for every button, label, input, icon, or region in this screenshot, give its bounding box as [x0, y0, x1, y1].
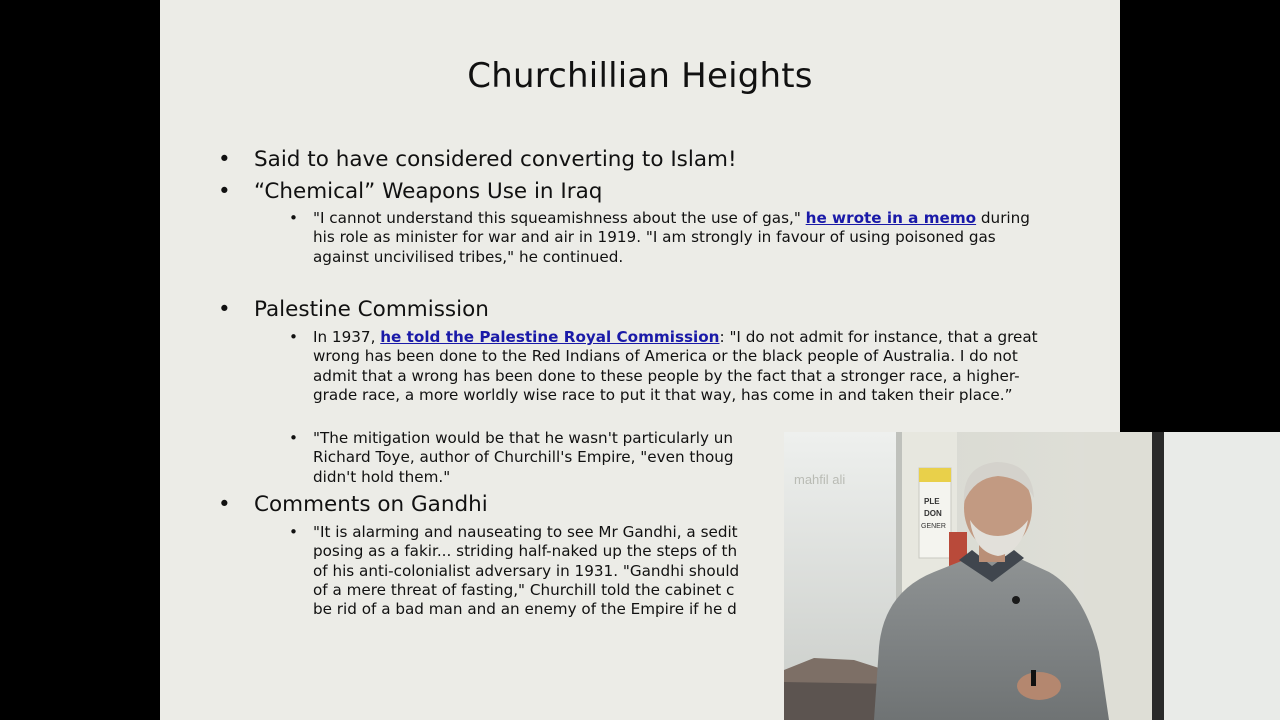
clicker	[1031, 670, 1036, 686]
poster-text: GENER	[921, 523, 946, 530]
sub-bullet-dot: •	[289, 429, 298, 447]
bullet-text: Comments on Gandhi	[254, 492, 488, 517]
speaker-video-overlay	[784, 432, 1280, 720]
palestine-commission-link[interactable]: he told the Palestine Royal Commission	[380, 328, 720, 346]
bullet-dot: •	[218, 179, 231, 204]
sub-bullet-text: during his role as minister for war and air in 1919. "I am strongly in favour of using poisoned gas against uncivilised tribes," he continued.	[313, 209, 1030, 266]
sub-bullet-text: In 1937,	[313, 328, 381, 346]
sub-bullet-text: "I cannot understand this squeamishness about the use of gas,"	[313, 209, 806, 227]
sub-bullet-palestine-quote	[289, 328, 1043, 405]
window-right	[1164, 432, 1280, 720]
speaker-video-frame	[784, 432, 1280, 720]
poster-text: PLE	[924, 497, 940, 506]
bullet-dot: •	[218, 492, 231, 517]
sub-bullet-text: "It is alarming and nauseating to see Mr Gandhi, a sedit posing as a fakir... striding half-naked up the steps of th of his anti-colonialist adversary in 1931. "Gandhi should of a mere threat of fasting," Churchill told the cabinet c be rid of a bad man and an enemy of the Empire if he d	[313, 523, 740, 619]
slide-title: Churchillian Heights	[467, 56, 813, 96]
sub-bullet-dot: •	[289, 209, 298, 227]
hands	[1017, 672, 1061, 700]
sub-bullet-dot: •	[289, 328, 298, 346]
bullet-dot: •	[218, 147, 231, 172]
sub-bullet-mitigation	[289, 429, 753, 487]
bullet-text: Palestine Commission	[254, 297, 489, 322]
dark-frame	[1152, 432, 1164, 720]
bullet-text: “Chemical” Weapons Use in Iraq	[254, 179, 603, 204]
sub-bullet-text: : "I do not admit for instance, that a great wrong has been done to the Red Indians of America or the black people of Australia. I do not admit that a wrong has been done to these people by the fact that a stronger race, a higher-grade race, a more worldly wise race to put it that way, has come in and taken their place.”	[313, 328, 1038, 404]
sub-bullet-dot: •	[289, 523, 298, 541]
lapel-mic-icon	[1012, 596, 1020, 604]
sub-bullet-text: "The mitigation would be that he wasn't particularly un Richard Toye, author of Churchill's Empire, "even thoug didn't hold them."	[313, 429, 734, 486]
sub-bullet-gandhi-quote	[289, 523, 753, 619]
bullet-dot: •	[218, 297, 231, 322]
memo-link[interactable]: he wrote in a memo	[805, 209, 977, 227]
sign-text: mahfil ali	[794, 472, 846, 487]
sub-bullet-gas-quote	[289, 209, 1043, 267]
poster-header	[919, 468, 951, 482]
bullet-text: Said to have considered converting to Islam!	[254, 147, 737, 172]
poster-text: DON	[924, 509, 942, 518]
